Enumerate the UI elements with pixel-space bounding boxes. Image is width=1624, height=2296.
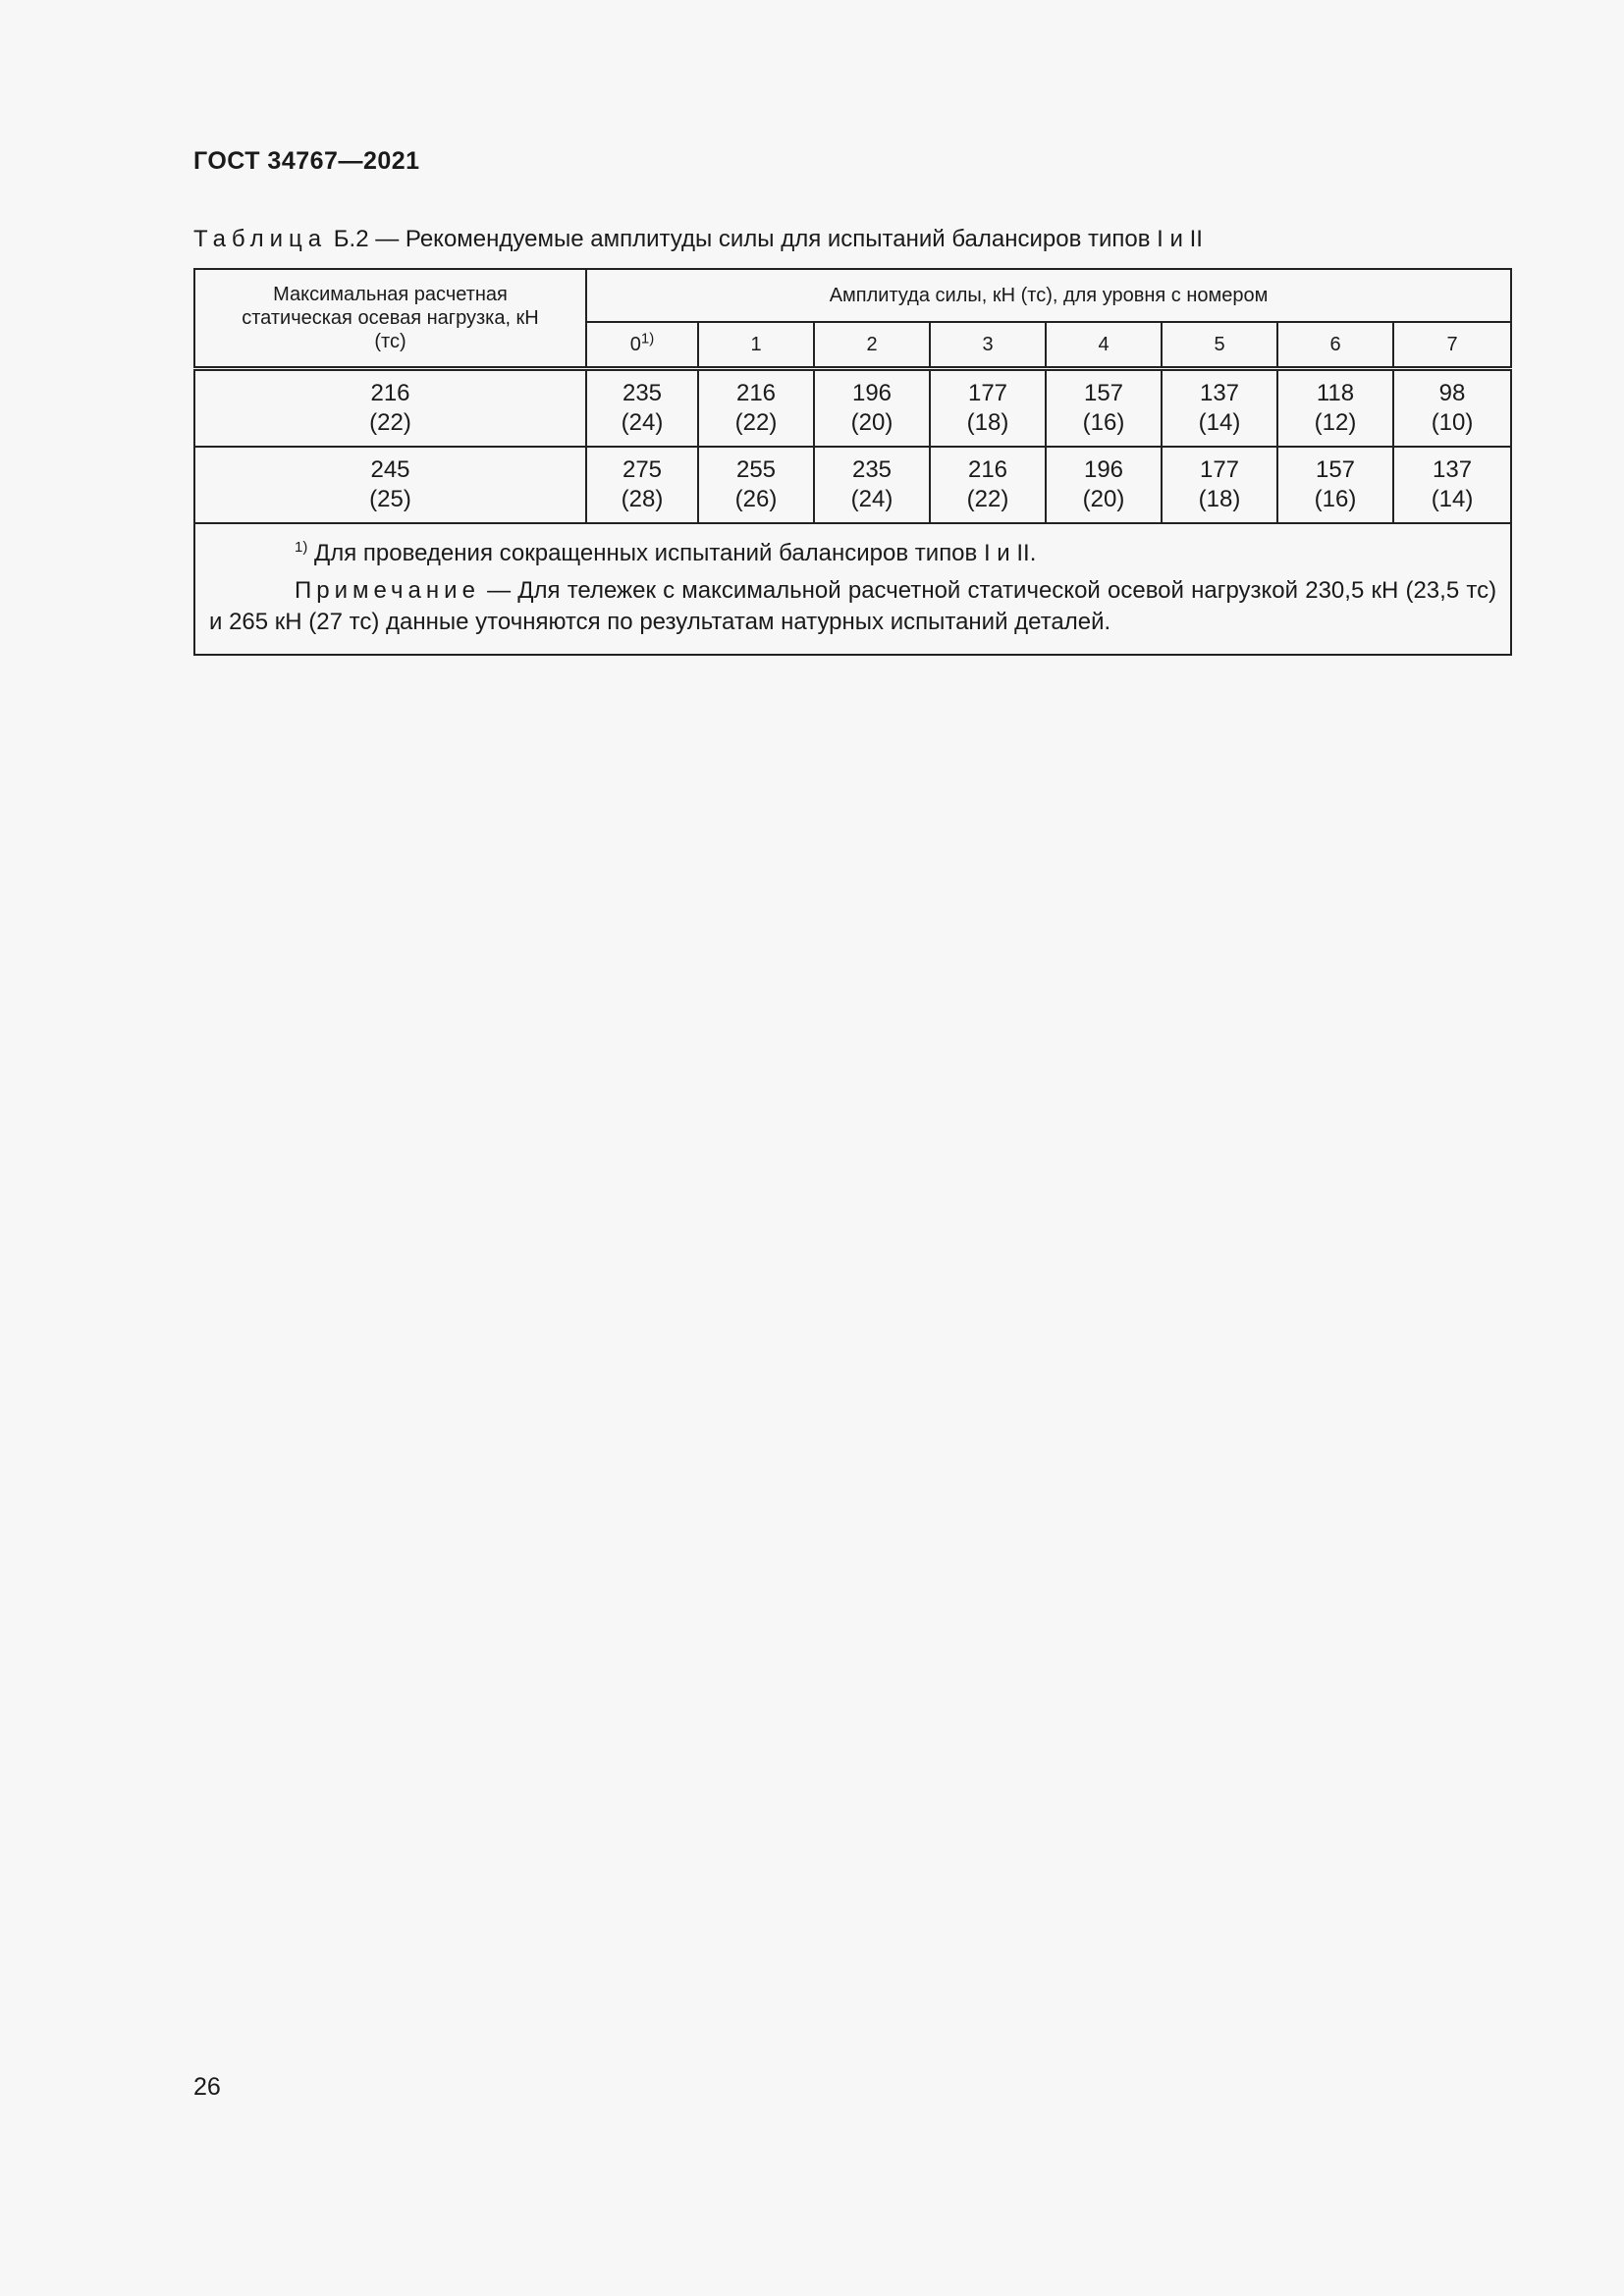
level-header: 4 bbox=[1046, 322, 1162, 369]
amplitude-table bbox=[193, 268, 1512, 656]
amplitude-cell: 275 (28) bbox=[586, 447, 698, 523]
table-caption bbox=[193, 226, 1203, 253]
note-text: — Для тележек с максимальной расчетной статической осевой нагрузкой 230,5 кН (23,5 тс) и 265 кН (27 тс) данные уточняются по результатам натурных испытаний деталей. bbox=[209, 577, 1497, 635]
table-notes bbox=[194, 523, 1511, 655]
load-cell: 216 (22) bbox=[194, 369, 586, 448]
table-row bbox=[194, 369, 1511, 448]
table-caption-text: Б.2 — Рекомендуемые амплитуды силы для испытаний балансиров типов I и II bbox=[327, 226, 1203, 252]
level-header: 0$^{1)}$ bbox=[586, 322, 698, 369]
amplitude-cell: 98 (10) bbox=[1393, 369, 1511, 448]
table-header-row bbox=[194, 269, 1511, 322]
amplitude-cell: 177 (18) bbox=[930, 369, 1046, 448]
table-caption-word: Таблица bbox=[193, 226, 328, 252]
note-label: Примечание bbox=[295, 577, 480, 604]
amplitude-cell: 235 (24) bbox=[586, 369, 698, 448]
header-load: Максимальная расчетная статическая осевая нагрузка, кН (тс) bbox=[194, 269, 586, 369]
table-row bbox=[194, 447, 1511, 523]
load-cell: 245 (25) bbox=[194, 447, 586, 523]
amplitude-cell: 235 (24) bbox=[814, 447, 930, 523]
level-header: 2 bbox=[814, 322, 930, 369]
footnote-mark: 1) bbox=[640, 330, 655, 347]
table-notes-row bbox=[194, 523, 1511, 655]
amplitude-cell: 157 (16) bbox=[1277, 447, 1393, 523]
level-header: 3 bbox=[930, 322, 1046, 369]
amplitude-cell: 196 (20) bbox=[1046, 447, 1162, 523]
header-amplitude: Амплитуда силы, кН (тс), для уровня с номером bbox=[586, 269, 1511, 322]
level-header: 1 bbox=[698, 322, 814, 369]
level-header: 6 bbox=[1277, 322, 1393, 369]
amplitude-cell: 118 (12) bbox=[1277, 369, 1393, 448]
document-header: ГОСТ 34767—2021 bbox=[193, 147, 420, 175]
amplitude-cell: 137 (14) bbox=[1393, 447, 1511, 523]
amplitude-cell: 255 (26) bbox=[698, 447, 814, 523]
amplitude-cell: 177 (18) bbox=[1162, 447, 1277, 523]
amplitude-cell: 157 (16) bbox=[1046, 369, 1162, 448]
footnote bbox=[209, 538, 1496, 569]
amplitude-cell: 137 (14) bbox=[1162, 369, 1277, 448]
footnote-mark: 1) bbox=[295, 539, 308, 556]
level-header: 7 bbox=[1393, 322, 1511, 369]
note bbox=[209, 575, 1496, 638]
level-header: 5 bbox=[1162, 322, 1277, 369]
amplitude-cell: 216 (22) bbox=[698, 369, 814, 448]
footnote-text: Для проведения сокращенных испытаний балансиров типов I и II. bbox=[307, 540, 1037, 566]
page-number: 26 bbox=[193, 2073, 221, 2101]
amplitude-cell: 196 (20) bbox=[814, 369, 930, 448]
amplitude-cell: 216 (22) bbox=[930, 447, 1046, 523]
